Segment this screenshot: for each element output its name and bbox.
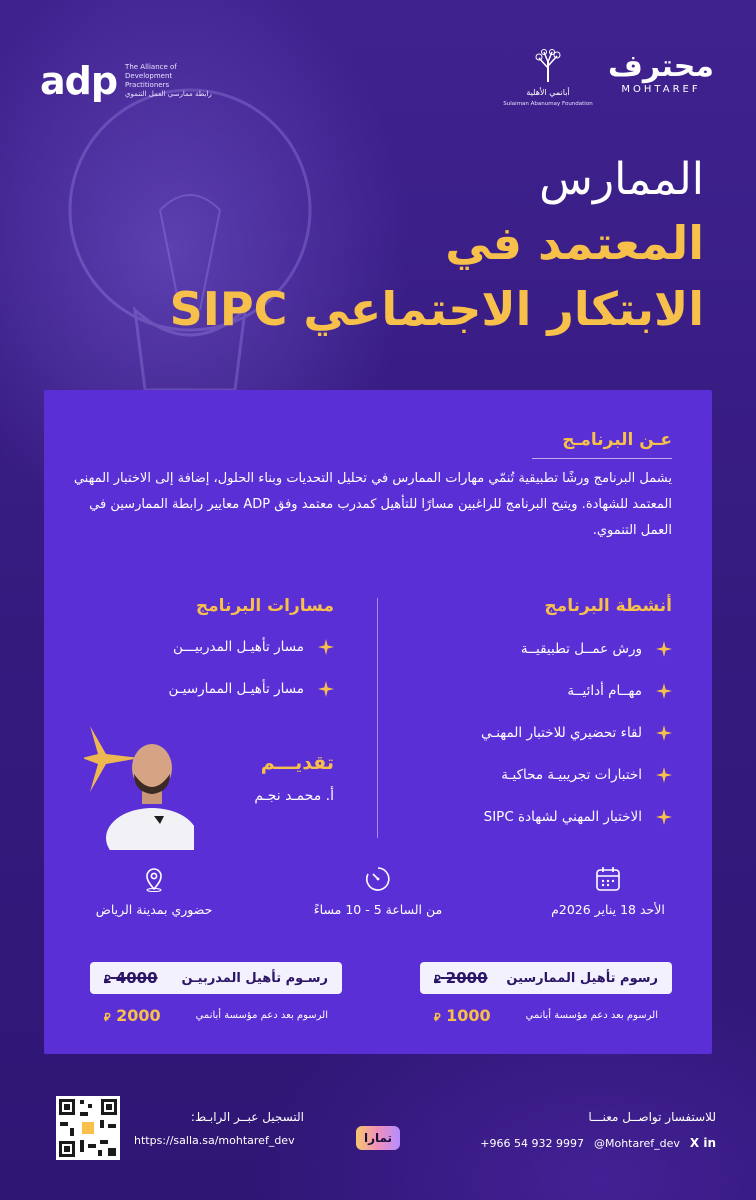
x-linkedin-icons[interactable]: X in: [689, 1136, 716, 1150]
register-heading: التسجيل عبــر الرابـط:: [190, 1110, 304, 1124]
time-info: [278, 866, 478, 917]
about-text: يشمل البرنامج ورشًا تطبيقية تُنمّي مهارات الممارس في تحليل التحديات وبناء الحلول، إضافة إلى الاختبار المهني المعتمد للشهادة. ويتيح البرنامج للراغبين مسارًا للتأهيل كمدرب معتمد وفق ADP معايير رابطة الممارسين في العمل التنموي.: [73, 471, 672, 538]
presenter-photo: [84, 720, 194, 850]
riyal-icon: ⃁: [104, 973, 111, 986]
sparkle-icon: [656, 725, 672, 741]
location-info: [54, 866, 254, 917]
sulaiman-ar: أبانمي الأهلية: [526, 88, 570, 97]
tree-icon: [530, 48, 566, 84]
riyal-icon: ⃁: [104, 1010, 111, 1024]
fee-new-price: [104, 1006, 161, 1025]
fee-new-value: 1000: [446, 1005, 491, 1025]
fee-label: رسوم تأهيل الممارسين: [506, 970, 658, 986]
practitioners-fee-sub: [420, 998, 672, 1032]
fee-new-value: 2000: [116, 1005, 161, 1025]
activity-item: [402, 670, 672, 712]
fee-old-price: [434, 969, 488, 987]
registration-qr-code[interactable]: [56, 1096, 120, 1160]
title-line-1: الممارس: [539, 154, 704, 205]
activity-item: [402, 796, 672, 838]
trainers-fee-box: [90, 962, 342, 994]
activity-item: [402, 712, 672, 754]
date-info: [508, 866, 708, 917]
mohtaref-ar: محترف: [608, 49, 714, 84]
column-divider: [377, 598, 378, 838]
sparkle-icon: [656, 683, 672, 699]
adp-text-ar: رابطة ممارسي العمل التنموي: [125, 90, 212, 98]
adp-text-en: The Alliance of Development Practitioners: [125, 63, 177, 89]
title-line-2: المعتمد في: [445, 216, 704, 270]
fee-old-value: 2000: [445, 969, 488, 987]
adp-wordmark: adp: [40, 59, 118, 103]
activity-item: [402, 754, 672, 796]
practitioners-fee: [420, 962, 672, 1032]
activity-label: الاختبار المهني لشهادة SIPC: [483, 809, 642, 825]
about-heading: عـن البرنامـج: [562, 430, 672, 450]
sparkle-icon: [656, 767, 672, 783]
timer-icon: [365, 866, 391, 892]
fee-new-price: [434, 1006, 491, 1025]
sparkle-icon: [656, 641, 672, 657]
activities-heading: أنشطة البرنامج: [544, 596, 672, 616]
program-title: [144, 150, 704, 342]
register-link[interactable]: https://salla.sa/mohtaref_dev: [134, 1134, 295, 1147]
title-line-3: الابتكار الاجتماعي SIPC: [169, 282, 704, 336]
track-label: مسار تأهيـل الممارسيـن: [168, 681, 304, 697]
trainers-fee-sub: [90, 998, 342, 1032]
about-underline: [532, 458, 672, 459]
sparkle-icon: [318, 639, 334, 655]
sulaiman-en: Sulaiman Abanumay Foundation: [503, 101, 593, 107]
activity-label: ورش عمــل تطبيقيــة: [520, 641, 642, 657]
activity-label: لقاء تحضيري للاختبار المهنـي: [480, 725, 642, 741]
sparkle-icon: [318, 681, 334, 697]
adp-logo-text: [125, 63, 217, 99]
riyal-icon: ⃁: [434, 1010, 441, 1024]
fee-old-price: [104, 969, 158, 987]
fee-sub-label: الرسوم بعد دعم مؤسسة أبانمي: [525, 1009, 658, 1021]
adp-logo: [40, 56, 220, 106]
time-text: من الساعة 5 - 10 مساءً: [313, 902, 443, 917]
activity-label: اختبارات تجريبيـة محاكيـة: [501, 767, 642, 783]
fee-old-value: 4000: [115, 969, 158, 987]
tracks-list: [94, 626, 334, 710]
sulaiman-foundation-logo: [500, 48, 596, 108]
practitioners-fee-box: [420, 962, 672, 994]
fee-label: رسـوم تأهيل المدربيـن: [181, 970, 328, 986]
date-text: الأحد 18 يناير 2026م: [551, 902, 665, 917]
activities-list: [402, 628, 672, 838]
location-text: حضوري بمدينة الرياض: [95, 902, 213, 917]
presenter-heading: تقديـــم: [260, 752, 334, 774]
calendar-icon: [595, 866, 621, 892]
phone-number[interactable]: +966 54 932 9997: [480, 1136, 584, 1150]
activity-item: [402, 628, 672, 670]
social-handle[interactable]: @Mohtaref_dev: [593, 1136, 680, 1150]
track-label: مسار تأهيـل المدربيـــن: [173, 639, 304, 655]
mohtaref-logo: [608, 50, 714, 106]
contact-heading: للاستفسار تواصــل معنـــا: [588, 1110, 716, 1124]
contact-row: [480, 1136, 716, 1150]
sparkle-icon: [656, 809, 672, 825]
riyal-icon: ⃁: [434, 973, 441, 986]
presenter-name: أ. محمـد نجـم: [254, 788, 334, 804]
trainers-fee: [90, 962, 342, 1032]
location-pin-icon: [141, 866, 167, 892]
activity-label: مهــام أدائيــة: [567, 683, 642, 699]
program-card: [44, 390, 712, 1054]
tamara-logo: تمارا: [356, 1126, 400, 1150]
track-item: [94, 668, 334, 710]
track-item: [94, 626, 334, 668]
fee-sub-label: الرسوم بعد دعم مؤسسة أبانمي: [195, 1009, 328, 1021]
mohtaref-en: MOHTAREF: [621, 84, 701, 95]
tracks-heading: مسارات البرنامج: [195, 596, 334, 616]
